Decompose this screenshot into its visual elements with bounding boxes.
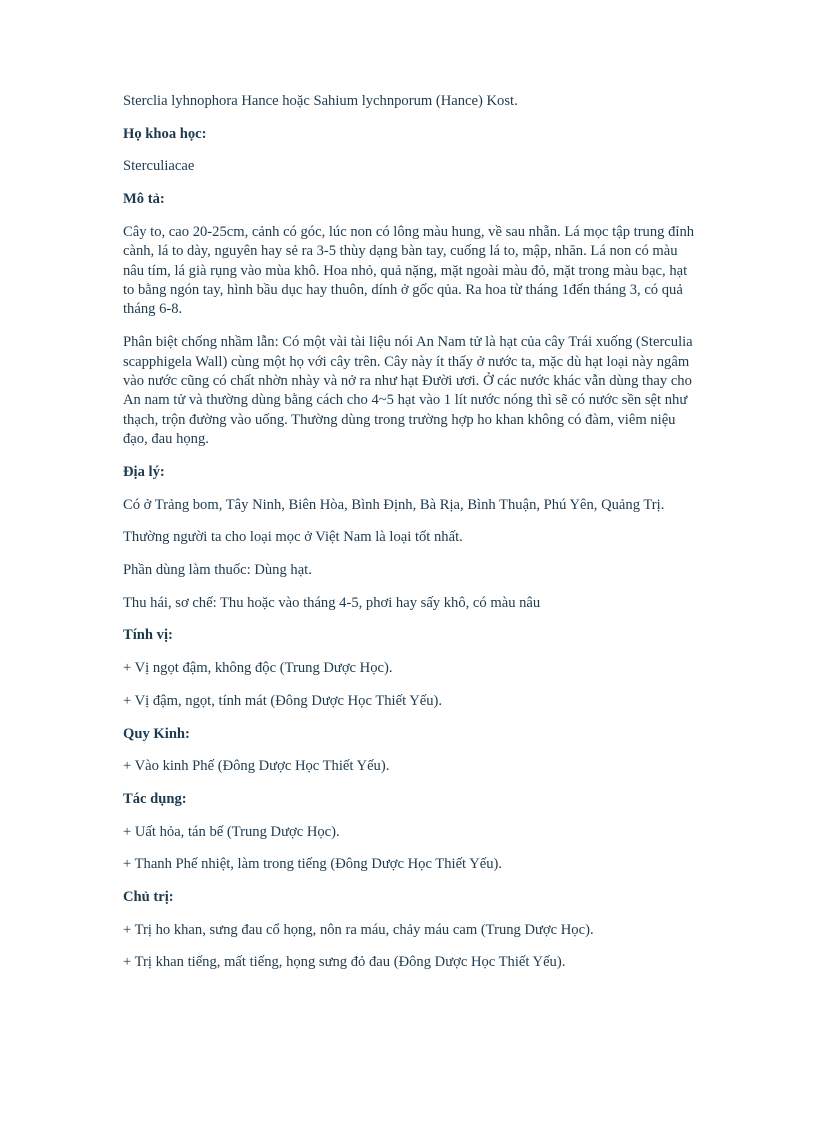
section-paragraph: + Uất hỏa, tán bế (Trung Dược Học).: [123, 823, 340, 840]
section-meridian: [123, 725, 698, 777]
section-paragraph: Thu hái, sơ chế: Thu hoặc vào tháng 4-5, phơi hay sấy khô, có màu nâu: [123, 594, 541, 611]
section-paragraph: + Trị ho khan, sưng đau cổ họng, nôn ra máu, chảy máu cam (Trung Dược Học).: [123, 921, 594, 938]
section-family: [123, 125, 698, 177]
section-paragraph: + Vị ngọt đậm, không độc (Trung Dược Học).: [123, 660, 393, 677]
section-paragraph: Phân biệt chống nhầm lẫn: Có một vài tài liệu nói An Nam tử là hạt của cây Trái xuống (Sterculia scapphigela Wall) cùng một họ với cây trên. Cây này ít thấy ở nước ta, mặc dù hạt loại này ngâm vào nước cũng có chất nhờn nhày và nở ra như hạt Đười ươi. Ở các nước khác vẫn dùng thay cho An nam tử và thường dùng bằng cách cho 4~5 hạt vào 1 lít nước nóng thì sẽ có nước sền sệt như thạch, trộn đường vào uống. Thường dùng trong trường hợp ho khan không có đàm, viêm niệu đạo, đau họng.: [123, 334, 693, 448]
section-effects: [123, 790, 698, 875]
section-paragraph: + Trị khan tiếng, mất tiếng, họng sưng đỏ đau (Đông Dược Học Thiết Yếu).: [123, 954, 566, 971]
section-geography: [123, 463, 698, 613]
section-paragraph: Thường người ta cho loại mọc ở Việt Nam là loại tốt nhất.: [123, 529, 463, 546]
section-heading: Mô tả:: [123, 191, 165, 208]
section-heading: Chủ trị:: [123, 889, 174, 906]
document-page: [123, 92, 698, 986]
scientific-name: Sterclia lyhnophora Hance hoặc Sahium lychnporum (Hance) Kost.: [123, 93, 518, 109]
section-heading: Tính vị:: [123, 627, 173, 644]
section-heading: Quy Kinh:: [123, 725, 190, 742]
section-paragraph: + Vị đậm, ngọt, tính mát (Đông Dược Học Thiết Yếu).: [123, 692, 443, 709]
section-paragraph: + Thanh Phế nhiệt, làm trong tiếng (Đông Dược Học Thiết Yếu).: [123, 856, 503, 873]
section-paragraph: Có ở Trảng bom, Tây Ninh, Biên Hòa, Bình Định, Bà Rịa, Bình Thuận, Phú Yên, Quảng Trị.: [123, 496, 665, 513]
section-paragraph: + Vào kinh Phế (Đông Dược Học Thiết Yếu).: [123, 758, 390, 775]
section-description: [123, 190, 698, 449]
section-taste: [123, 626, 698, 711]
section-indications: [123, 888, 698, 973]
section-heading: Tác dụng:: [123, 790, 187, 807]
section-paragraph: Cây to, cao 20-25cm, cảnh có góc, lúc non có lông màu hung, về sau nhẵn. Lá mọc tập trung đỉnh cành, lá to dày, nguyên hay sẻ ra 3-5 thùy dạng bàn tay, cuống lá to, mập, nhăn. Lá non có màu nâu tím, lá già rụng vào mùa khô. Hoa nhỏ, quả nặng, mặt ngoài màu đỏ, mặt trong màu bạc, hạt to bằng ngón tay, hình bầu dục hay thuôn, dính ở gốc qủa. Ra hoa từ tháng 1đến tháng 3, có quả tháng 6-8.: [123, 223, 695, 318]
section-paragraph: Sterculiacae: [123, 158, 195, 175]
section-heading: Địa lý:: [123, 463, 165, 480]
section-heading: Họ khoa học:: [123, 125, 207, 142]
section-paragraph: Phần dùng làm thuốc: Dùng hạt.: [123, 561, 312, 578]
